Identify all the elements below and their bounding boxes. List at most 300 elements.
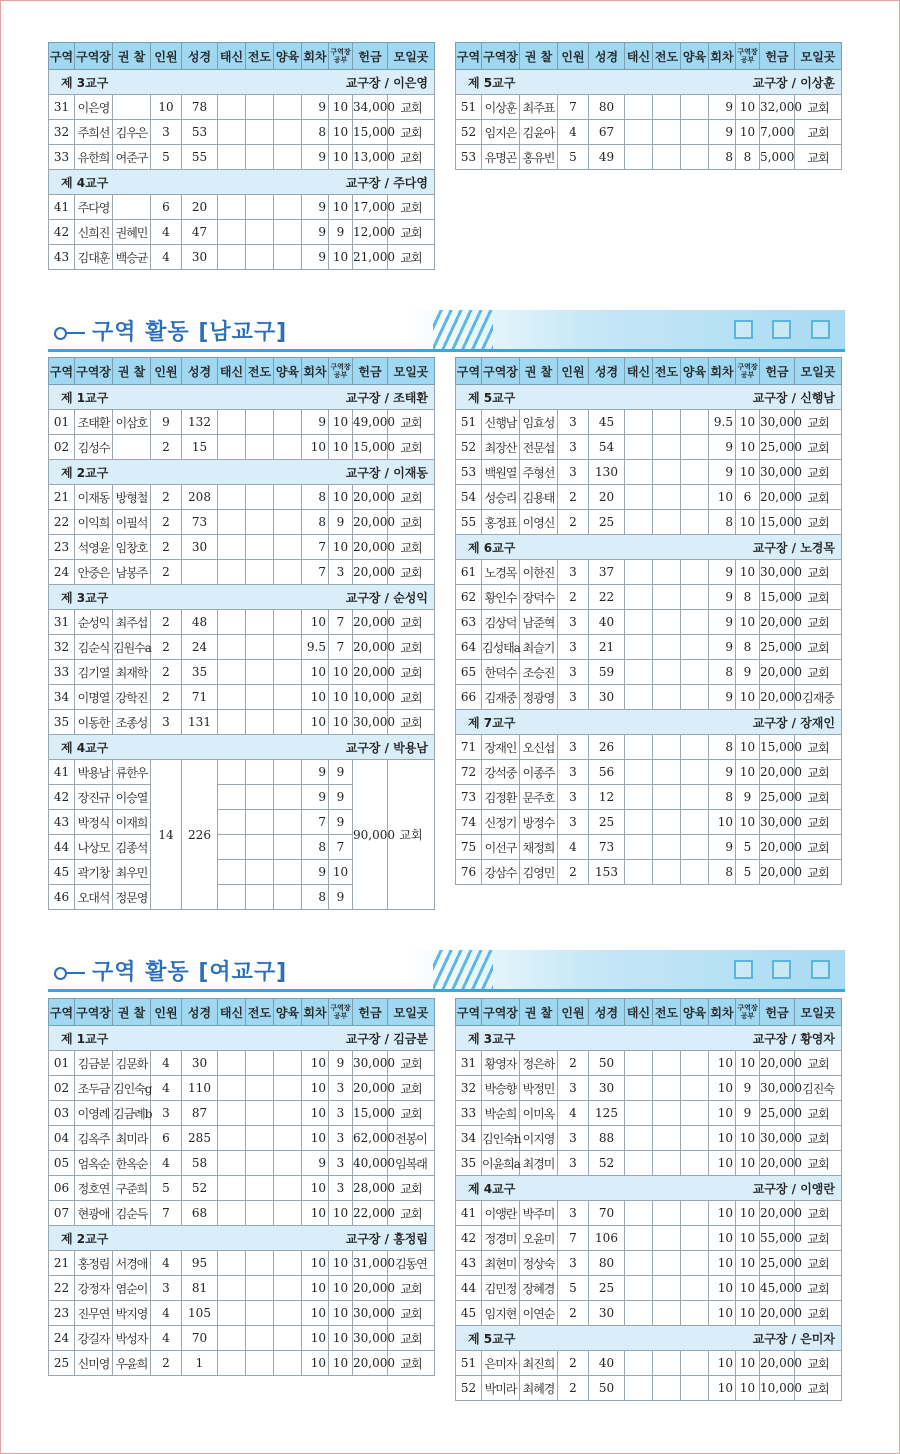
- cell-bible: 54: [589, 435, 625, 460]
- cell-bible: 70: [589, 1201, 625, 1226]
- cell-bible: 37: [589, 560, 625, 585]
- cell-bible: 1: [182, 1351, 218, 1376]
- cell-study: 10: [329, 95, 353, 120]
- cell-nurture: [274, 245, 302, 270]
- table-row: [456, 1351, 842, 1376]
- cell-guide: 최슬기: [520, 635, 558, 660]
- cell-study: 7: [329, 835, 353, 860]
- cell-bible: 73: [182, 510, 218, 535]
- cell-count: 3: [558, 1151, 589, 1176]
- cell-offering: 30,000: [353, 1301, 388, 1326]
- cell-taesin: [625, 1151, 653, 1176]
- column-header-district: 구역: [49, 999, 75, 1026]
- group-label: 제 4교구: [61, 740, 109, 755]
- table-row: [49, 195, 435, 220]
- cell-nurture: [681, 120, 709, 145]
- district-table-top-right: [455, 42, 842, 170]
- cell-sessions: 10: [709, 1351, 736, 1376]
- cell-taesin: [218, 860, 246, 885]
- cell-offering: 30,000: [760, 460, 795, 485]
- column-header-guide: 권 찰: [113, 43, 151, 70]
- cell-count: 3: [151, 1101, 182, 1126]
- column-header-study: 구역장 공부: [736, 43, 760, 70]
- cell-study: 10: [736, 435, 760, 460]
- cell-guide: 이삼호: [113, 410, 151, 435]
- cell-nurture: [274, 710, 302, 735]
- cell-offering: 55,000: [760, 1226, 795, 1251]
- column-header-count: 인원: [558, 358, 589, 385]
- table-row: [49, 145, 435, 170]
- cell-nurture: [681, 585, 709, 610]
- cell-taesin: [625, 1226, 653, 1251]
- cell-sessions: 9: [709, 120, 736, 145]
- cell-evangel: [246, 535, 274, 560]
- cell-nurture: [681, 1101, 709, 1126]
- cell-leader: 나상모: [75, 835, 113, 860]
- cell-study: 6: [736, 485, 760, 510]
- table-row: [456, 410, 842, 435]
- cell-district: 71: [456, 735, 482, 760]
- cell-taesin: [218, 1051, 246, 1076]
- cell-nurture: [681, 1126, 709, 1151]
- cell-taesin: [625, 1351, 653, 1376]
- cell-evangel: [653, 585, 681, 610]
- cell-guide: 방정수: [520, 810, 558, 835]
- cell-place: 교회: [795, 460, 842, 485]
- cell-leader: 임지은: [482, 120, 520, 145]
- cell-count: 3: [558, 685, 589, 710]
- table-row: [49, 485, 435, 510]
- column-header-nurture: 양육: [274, 358, 302, 385]
- cell-bible: 50: [589, 1051, 625, 1076]
- cell-district: 51: [456, 1351, 482, 1376]
- cell-district: 23: [49, 1301, 75, 1326]
- group-label: 제 3교구: [61, 590, 109, 605]
- cell-district: 55: [456, 510, 482, 535]
- cell-count: 2: [151, 435, 182, 460]
- cell-bible: 47: [182, 220, 218, 245]
- cell-district: 54: [456, 485, 482, 510]
- group-leader: 교구장 / 박용남: [345, 740, 428, 755]
- cell-count: 2: [558, 510, 589, 535]
- cell-offering: 20,000: [760, 660, 795, 685]
- group-header: [49, 170, 435, 195]
- cell-leader: 박순희: [482, 1101, 520, 1126]
- cell-bible: 15: [182, 435, 218, 460]
- cell-leader: 황영자: [482, 1051, 520, 1076]
- group-leader: 교구장 / 이상훈: [752, 75, 835, 90]
- cell-guide: 박지영: [113, 1301, 151, 1326]
- cell-district: 43: [49, 810, 75, 835]
- cell-sessions: 9: [302, 195, 329, 220]
- cell-study: 7: [329, 635, 353, 660]
- group-label: 제 7교구: [468, 715, 516, 730]
- cell-leader: 이재동: [75, 485, 113, 510]
- cell-offering: 20,000: [353, 560, 388, 585]
- cell-guide: 장혜경: [520, 1276, 558, 1301]
- cell-evangel: [246, 510, 274, 535]
- cell-guide: 우윤희: [113, 1351, 151, 1376]
- column-header-taesin: 태신: [625, 43, 653, 70]
- table-row: [49, 635, 435, 660]
- cell-evangel: [246, 220, 274, 245]
- cell-leader: 신미영: [75, 1351, 113, 1376]
- group-header: [49, 70, 435, 95]
- cell-count: 3: [558, 410, 589, 435]
- cell-taesin: [218, 1076, 246, 1101]
- cell-nurture: [274, 535, 302, 560]
- cell-count: 4: [558, 120, 589, 145]
- cell-offering: 20,000: [760, 1351, 795, 1376]
- cell-guide: 최우민: [113, 860, 151, 885]
- cell-leader: 강길자: [75, 1326, 113, 1351]
- cell-guide: 조승진: [520, 660, 558, 685]
- cell-taesin: [625, 1201, 653, 1226]
- cell-sessions: 10: [709, 1126, 736, 1151]
- cell-place: 교회: [795, 810, 842, 835]
- cell-study: 10: [329, 195, 353, 220]
- cell-place: 교회: [795, 1201, 842, 1226]
- cell-taesin: [218, 635, 246, 660]
- cell-count: 3: [558, 610, 589, 635]
- cell-bible: 20: [589, 485, 625, 510]
- column-header-offering: 헌금: [760, 999, 795, 1026]
- cell-offering: 25,000: [760, 435, 795, 460]
- cell-nurture: [681, 1376, 709, 1401]
- cell-district: 06: [49, 1176, 75, 1201]
- cell-evangel: [246, 560, 274, 585]
- column-header-taesin: 태신: [625, 999, 653, 1026]
- table-row: [49, 245, 435, 270]
- cell-guide: 서경애: [113, 1251, 151, 1276]
- cell-study: 10: [736, 95, 760, 120]
- banner-female: [48, 950, 845, 992]
- cell-taesin: [218, 610, 246, 635]
- cell-leader: 주다영: [75, 195, 113, 220]
- cell-study: 10: [736, 1276, 760, 1301]
- cell-evangel: [246, 1251, 274, 1276]
- cell-taesin: [625, 835, 653, 860]
- column-header-offering: 헌금: [353, 358, 388, 385]
- cell-count: 5: [151, 1176, 182, 1201]
- cell-study: 10: [736, 1226, 760, 1251]
- cell-place: 교회: [388, 1176, 435, 1201]
- cell-leader: 김인숙h: [482, 1126, 520, 1151]
- cell-nurture: [274, 220, 302, 245]
- cell-district: 21: [49, 485, 75, 510]
- cell-guide: 이승열: [113, 785, 151, 810]
- cell-leader: 박미라: [482, 1376, 520, 1401]
- column-header-offering: 헌금: [353, 999, 388, 1026]
- table-row: [49, 535, 435, 560]
- group-header-row: [456, 70, 842, 95]
- table-row: [456, 435, 842, 460]
- cell-place: 교회: [388, 685, 435, 710]
- cell-nurture: [681, 735, 709, 760]
- cell-sessions: 10: [709, 1201, 736, 1226]
- cell-sessions: 10: [302, 1351, 329, 1376]
- cell-place: 교회: [388, 560, 435, 585]
- cell-count: 3: [558, 635, 589, 660]
- table-row: [456, 635, 842, 660]
- cell-leader: 김재중: [482, 685, 520, 710]
- cell-leader: 이은영: [75, 95, 113, 120]
- cell-sessions: 10: [302, 1126, 329, 1151]
- cell-bible: 106: [589, 1226, 625, 1251]
- cell-sessions: 10: [302, 435, 329, 460]
- cell-place: 교회: [795, 735, 842, 760]
- cell-count: 4: [558, 1101, 589, 1126]
- cell-taesin: [625, 1376, 653, 1401]
- cell-evangel: [246, 860, 274, 885]
- cell-leader: 홍정림: [75, 1251, 113, 1276]
- cell-count: 7: [558, 1226, 589, 1251]
- cell-count: 3: [558, 1201, 589, 1226]
- cell-count: 3: [151, 120, 182, 145]
- cell-sessions: 7: [302, 810, 329, 835]
- cell-sessions: 8: [302, 485, 329, 510]
- group-label: 제 2교구: [61, 1231, 109, 1246]
- cell-nurture: [681, 635, 709, 660]
- cell-place: 교회: [795, 660, 842, 685]
- group-label: 제 1교구: [61, 1031, 109, 1046]
- cell-nurture: [274, 660, 302, 685]
- cell-place: 교회: [388, 120, 435, 145]
- cell-bible: 53: [182, 120, 218, 145]
- cell-leader: 이동한: [75, 710, 113, 735]
- cell-sessions: 9.5: [302, 635, 329, 660]
- cell-study: 10: [329, 245, 353, 270]
- cell-bible: 125: [589, 1101, 625, 1126]
- cell-taesin: [218, 1151, 246, 1176]
- cell-taesin: [625, 610, 653, 635]
- square-icon: [772, 960, 791, 979]
- group-header-row: [49, 170, 435, 195]
- cell-district: 33: [456, 1101, 482, 1126]
- table-row: [49, 1101, 435, 1126]
- cell-sessions: 9: [302, 1151, 329, 1176]
- cell-offering: 40,000: [353, 1151, 388, 1176]
- column-header-taesin: 태신: [218, 43, 246, 70]
- group-label: 제 6교구: [468, 540, 516, 555]
- cell-bible: 49: [589, 145, 625, 170]
- column-header-nurture: 양육: [681, 43, 709, 70]
- cell-count: 4: [151, 1151, 182, 1176]
- group-leader: 교구장 / 이은영: [345, 75, 428, 90]
- cell-guide: 김원수a: [113, 635, 151, 660]
- cell-place: 교회: [795, 610, 842, 635]
- column-header-evangel: 전도: [246, 358, 274, 385]
- cell-place: 교회: [795, 1251, 842, 1276]
- cell-guide: 최주섭: [113, 610, 151, 635]
- cell-leader: 박정식: [75, 810, 113, 835]
- cell-guide: 김우은: [113, 120, 151, 145]
- group-header-row: [49, 735, 435, 760]
- cell-evangel: [653, 95, 681, 120]
- cell-evangel: [653, 510, 681, 535]
- group-leader: 교구장 / 순성익: [345, 590, 428, 605]
- table-row: [456, 1226, 842, 1251]
- cell-leader: 김기열: [75, 660, 113, 685]
- table-row: [49, 120, 435, 145]
- square-icon: [734, 320, 753, 339]
- cell-bible: 95: [182, 1251, 218, 1276]
- cell-count: 2: [558, 860, 589, 885]
- cell-count: 7: [558, 95, 589, 120]
- table-row: [49, 1251, 435, 1276]
- cell-leader: 순성익: [75, 610, 113, 635]
- cell-leader: 장재인: [482, 735, 520, 760]
- cell-guide: 여준구: [113, 145, 151, 170]
- cell-sessions: 10: [302, 710, 329, 735]
- cell-study: 10: [329, 1251, 353, 1276]
- cell-leader: 강석중: [482, 760, 520, 785]
- column-header-study: 구역장 공부: [329, 999, 353, 1026]
- column-header-count: 인원: [151, 43, 182, 70]
- cell-district: 61: [456, 560, 482, 585]
- cell-guide: [113, 195, 151, 220]
- cell-bible: 132: [182, 410, 218, 435]
- group-header-row: [49, 70, 435, 95]
- cell-count: 10: [151, 95, 182, 120]
- table-row: [456, 810, 842, 835]
- cell-bible: 87: [182, 1101, 218, 1126]
- cell-count: 3: [558, 460, 589, 485]
- cell-taesin: [218, 1276, 246, 1301]
- column-header-evangel: 전도: [653, 999, 681, 1026]
- cell-offering: 20,000: [760, 1301, 795, 1326]
- cell-sessions: 10: [709, 1226, 736, 1251]
- cell-place: 교회: [388, 95, 435, 120]
- cell-evangel: [246, 435, 274, 460]
- cell-evangel: [653, 460, 681, 485]
- cell-leader: 조태환: [75, 410, 113, 435]
- group-header-row: [456, 710, 842, 735]
- cell-sessions: 9: [709, 560, 736, 585]
- cell-leader: 김민정: [482, 1276, 520, 1301]
- cell-guide: 방형철: [113, 485, 151, 510]
- group-leader: 교구장 / 노경목: [752, 540, 835, 555]
- cell-place: 교회: [388, 535, 435, 560]
- cell-evangel: [246, 1201, 274, 1226]
- cell-nurture: [274, 1101, 302, 1126]
- cell-evangel: [653, 560, 681, 585]
- cell-nurture: [274, 560, 302, 585]
- cell-leader: 유명곤: [482, 145, 520, 170]
- header-row: [456, 43, 842, 70]
- cell-guide: [113, 435, 151, 460]
- cell-study: 10: [736, 810, 760, 835]
- cell-count: 6: [151, 1126, 182, 1151]
- cell-offering: 34,000: [353, 95, 388, 120]
- cell-place: 김재중: [795, 685, 842, 710]
- cell-sessions: 9: [709, 760, 736, 785]
- table-row: [49, 1151, 435, 1176]
- table-row: [456, 1151, 842, 1176]
- cell-bible: 22: [589, 585, 625, 610]
- cell-sessions: 10: [302, 610, 329, 635]
- cell-count: 4: [151, 1251, 182, 1276]
- cell-nurture: [681, 1226, 709, 1251]
- cell-evangel: [653, 735, 681, 760]
- cell-bible: 105: [182, 1301, 218, 1326]
- cell-taesin: [625, 810, 653, 835]
- cell-evangel: [653, 1151, 681, 1176]
- cell-sessions: 10: [302, 660, 329, 685]
- cell-evangel: [246, 610, 274, 635]
- cell-nurture: [274, 785, 302, 810]
- table-row: [456, 1276, 842, 1301]
- column-header-guide: 권 찰: [520, 999, 558, 1026]
- header-row: [49, 43, 435, 70]
- cell-place: 교회: [388, 220, 435, 245]
- cell-district: 03: [49, 1101, 75, 1126]
- cell-evangel: [653, 1201, 681, 1226]
- cell-evangel: [246, 810, 274, 835]
- cell-taesin: [218, 1101, 246, 1126]
- cell-evangel: [246, 885, 274, 910]
- cell-nurture: [681, 435, 709, 460]
- cell-taesin: [218, 785, 246, 810]
- cell-sessions: 9: [709, 835, 736, 860]
- cell-bible: 56: [589, 760, 625, 785]
- cell-taesin: [625, 785, 653, 810]
- cell-taesin: [625, 410, 653, 435]
- cell-bible: 48: [182, 610, 218, 635]
- cell-place: 교회: [795, 585, 842, 610]
- cell-nurture: [681, 410, 709, 435]
- cell-offering: 45,000: [760, 1276, 795, 1301]
- cell-guide: 정은하: [520, 1051, 558, 1076]
- cell-district: 44: [49, 835, 75, 860]
- cell-offering: 7,000: [760, 120, 795, 145]
- cell-guide: 장덕수: [520, 585, 558, 610]
- cell-place: 교회: [795, 1151, 842, 1176]
- cell-nurture: [274, 685, 302, 710]
- cell-sessions: 8: [709, 860, 736, 885]
- table-row: [456, 585, 842, 610]
- cell-evangel: [246, 120, 274, 145]
- cell-taesin: [625, 685, 653, 710]
- cell-district: 76: [456, 860, 482, 885]
- cell-offering: 30,000: [353, 1051, 388, 1076]
- cell-district: 64: [456, 635, 482, 660]
- cell-nurture: [274, 1301, 302, 1326]
- cell-count: 3: [558, 435, 589, 460]
- cell-study: 10: [329, 1301, 353, 1326]
- cell-guide: 김인숙g: [113, 1076, 151, 1101]
- table-row: [49, 1126, 435, 1151]
- cell-study: 10: [736, 1151, 760, 1176]
- cell-evangel: [653, 1101, 681, 1126]
- table-row: [456, 735, 842, 760]
- cell-leader: 김대훈: [75, 245, 113, 270]
- cell-study: 10: [736, 120, 760, 145]
- table-row: [49, 1301, 435, 1326]
- cell-sessions: 8: [709, 735, 736, 760]
- cell-offering: 20,000: [353, 510, 388, 535]
- cell-count: 3: [151, 1276, 182, 1301]
- cell-count: 4: [151, 1301, 182, 1326]
- table-row: [456, 1301, 842, 1326]
- column-header-sessions: 회차: [302, 358, 329, 385]
- cell-place: 교회: [795, 635, 842, 660]
- cell-leader: 강삼수: [482, 860, 520, 885]
- cell-guide: 이종주: [520, 760, 558, 785]
- cell-guide: 최재학: [113, 660, 151, 685]
- cell-place: 교회: [388, 760, 435, 910]
- cell-place: 교회: [388, 1301, 435, 1326]
